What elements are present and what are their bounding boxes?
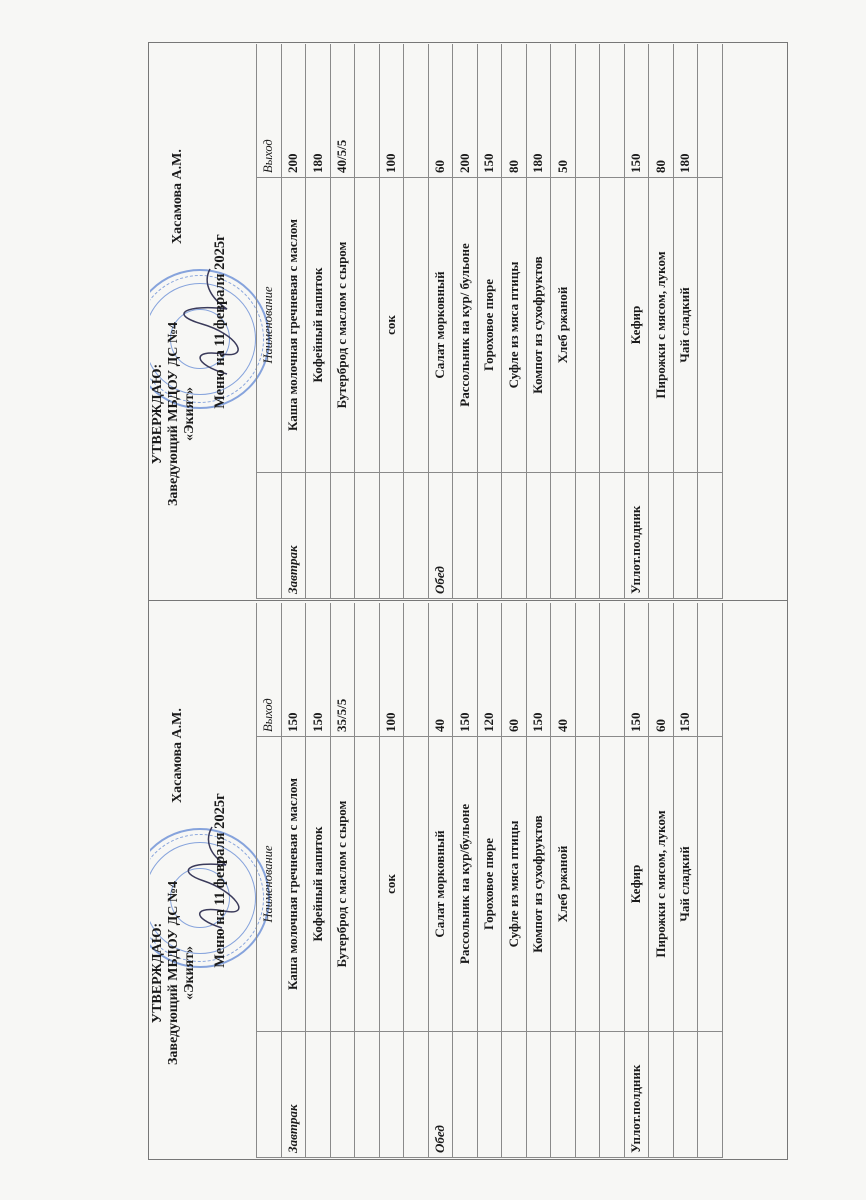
table-row (330, 603, 355, 1158)
meal-cell (551, 1032, 576, 1158)
meal-cell (575, 1032, 600, 1158)
menu-rotated-content (150, 603, 786, 1158)
table-row (281, 44, 306, 599)
meal-cell (649, 1032, 674, 1158)
meal-cell (698, 473, 723, 599)
output-cell: 180 (306, 44, 331, 178)
table-row (526, 44, 551, 599)
menu-title: Меню на 11 февраля 2025г (212, 793, 228, 968)
table-row (673, 44, 698, 599)
output-cell: 150 (673, 603, 698, 737)
output-cell: 80 (649, 44, 674, 178)
menu-page-left (150, 603, 786, 1158)
meal-cell (575, 473, 600, 599)
output-cell: 100 (379, 44, 404, 178)
output-cell: 150 (453, 603, 478, 737)
menu-page-right (150, 44, 786, 599)
dish-name-cell: Чай сладкий (673, 737, 698, 1032)
dish-name-cell: Каша молочная гречневая с маслом (281, 737, 306, 1032)
output-cell (600, 603, 625, 737)
output-cell: 60 (502, 603, 527, 737)
table-row (355, 603, 380, 1158)
dish-name-cell: Кефир (624, 178, 649, 473)
menu-table (256, 603, 723, 1158)
meal-cell (379, 473, 404, 599)
dish-name-cell: Бутерброд с маслом с сыром (330, 178, 355, 473)
output-cell: 150 (477, 44, 502, 178)
table-row (624, 603, 649, 1158)
output-cell (404, 44, 429, 178)
meal-cell (600, 473, 625, 599)
dish-name-cell: Рассольник на кур/бульоне (453, 737, 478, 1032)
header-output: Выход (257, 603, 282, 737)
dish-name-cell: Пирожки с мясом, луком (649, 737, 674, 1032)
header-meal (257, 473, 282, 599)
dish-name-cell (355, 737, 380, 1032)
table-row (355, 44, 380, 599)
output-cell: 100 (379, 603, 404, 737)
meal-cell: Завтрак (281, 473, 306, 599)
table-row (575, 44, 600, 599)
dish-name-cell (600, 178, 625, 473)
table-row (551, 603, 576, 1158)
output-cell: 35/5/5 (330, 603, 355, 737)
output-cell (355, 603, 380, 737)
dish-name-cell: Салат морковный (428, 737, 453, 1032)
approve-position: Заведующий МБДОУ ДС №4 (166, 322, 181, 506)
output-cell: 150 (624, 44, 649, 178)
approve-label: УТВЕРЖДАЮ: (150, 363, 165, 465)
dish-name-cell: Суфле из мяса птицы (502, 178, 527, 473)
table-row (502, 603, 527, 1158)
output-cell: 80 (502, 44, 527, 178)
dish-name-cell (698, 178, 723, 473)
output-cell: 180 (673, 44, 698, 178)
table-row (575, 603, 600, 1158)
output-cell: 150 (624, 603, 649, 737)
output-cell: 150 (281, 603, 306, 737)
meal-cell (330, 473, 355, 599)
dish-name-cell (355, 178, 380, 473)
meal-cell (477, 1032, 502, 1158)
approve-org: «Экият» (182, 945, 197, 1001)
meal-cell (698, 1032, 723, 1158)
approve-label: УТВЕРЖДАЮ: (150, 922, 165, 1024)
meal-cell (502, 473, 527, 599)
output-cell: 60 (649, 603, 674, 737)
page-divider (148, 600, 788, 601)
table-row (551, 44, 576, 599)
output-cell (600, 44, 625, 178)
dish-name-cell: сок (379, 737, 404, 1032)
meal-cell (649, 473, 674, 599)
output-cell (404, 603, 429, 737)
meal-cell (453, 1032, 478, 1158)
table-row (600, 44, 625, 599)
dish-name-cell: Гороховое пюре (477, 737, 502, 1032)
header-name: Наименование (257, 737, 282, 1032)
menu-title: Меню на 11 февраля 2025г (212, 234, 228, 409)
output-cell (698, 44, 723, 178)
output-cell: 150 (526, 603, 551, 737)
table-row (477, 603, 502, 1158)
dish-name-cell: Чай сладкий (673, 178, 698, 473)
output-cell: 200 (281, 44, 306, 178)
output-cell (575, 603, 600, 737)
table-row (379, 603, 404, 1158)
meal-cell (355, 1032, 380, 1158)
dish-name-cell (404, 178, 429, 473)
table-row (428, 44, 453, 599)
meal-cell: Завтрак (281, 1032, 306, 1158)
table-row (330, 44, 355, 599)
dish-name-cell: Компот из сухофруктов (526, 737, 551, 1032)
meal-cell (355, 473, 380, 599)
output-cell: 150 (306, 603, 331, 737)
header-meal (257, 1032, 282, 1158)
table-row (453, 44, 478, 599)
meal-cell (404, 1032, 429, 1158)
table-row (624, 44, 649, 599)
dish-name-cell: Гороховое пюре (477, 178, 502, 473)
meal-cell (404, 473, 429, 599)
menu-rotated-content (150, 44, 786, 599)
menu-table (256, 44, 723, 599)
dish-name-cell (575, 737, 600, 1032)
table-row (649, 44, 674, 599)
table-row (600, 603, 625, 1158)
output-cell: 180 (526, 44, 551, 178)
signer-name: Хасамова А.М. (170, 708, 185, 803)
header-output: Выход (257, 44, 282, 178)
dish-name-cell: Пирожки с мясом, луком (649, 178, 674, 473)
menu-header (150, 603, 248, 1158)
meal-cell (379, 1032, 404, 1158)
output-cell (355, 44, 380, 178)
meal-cell (306, 473, 331, 599)
dish-name-cell: Хлеб ржаной (551, 737, 576, 1032)
table-row (306, 44, 331, 599)
table-header-row (257, 44, 282, 599)
table-row (453, 603, 478, 1158)
table-row (477, 44, 502, 599)
table-row (404, 603, 429, 1158)
table-row (673, 603, 698, 1158)
dish-name-cell (600, 737, 625, 1032)
meal-cell (306, 1032, 331, 1158)
table-row (404, 44, 429, 599)
dish-name-cell: сок (379, 178, 404, 473)
table-header-row (257, 603, 282, 1158)
output-cell (698, 603, 723, 737)
meal-cell (526, 1032, 551, 1158)
dish-name-cell: Рассольник на кур/ бульоне (453, 178, 478, 473)
output-cell: 200 (453, 44, 478, 178)
dish-name-cell: Суфле из мяса птицы (502, 737, 527, 1032)
approval-block (150, 304, 198, 524)
meal-cell (551, 473, 576, 599)
meal-cell: Обед (428, 473, 453, 599)
table-row (698, 603, 723, 1158)
dish-name-cell (404, 737, 429, 1032)
table-row (281, 603, 306, 1158)
meal-cell: Обед (428, 1032, 453, 1158)
dish-name-cell: Кефир (624, 737, 649, 1032)
approve-position: Заведующий МБДОУ ДС №4 (166, 881, 181, 1065)
output-cell: 120 (477, 603, 502, 737)
dish-name-cell: Кофейный напиток (306, 178, 331, 473)
table-row (649, 603, 674, 1158)
header-name: Наименование (257, 178, 282, 473)
table-row (698, 44, 723, 599)
meal-cell: Уплот.полдник (624, 473, 649, 599)
output-cell: 40/5/5 (330, 44, 355, 178)
dish-name-cell: Каша молочная гречневая с маслом (281, 178, 306, 473)
output-cell: 60 (428, 44, 453, 178)
dish-name-cell: Хлеб ржаной (551, 178, 576, 473)
output-cell: 50 (551, 44, 576, 178)
meal-cell (600, 1032, 625, 1158)
meal-cell (526, 473, 551, 599)
signer-name: Хасамова А.М. (170, 149, 185, 244)
dish-name-cell: Салат морковный (428, 178, 453, 473)
menu-header (150, 44, 248, 599)
table-row (502, 44, 527, 599)
meal-cell (502, 1032, 527, 1158)
table-row (306, 603, 331, 1158)
meal-cell (330, 1032, 355, 1158)
meal-cell (477, 473, 502, 599)
table-row (379, 44, 404, 599)
approval-block (150, 863, 198, 1083)
output-cell: 40 (428, 603, 453, 737)
dish-name-cell: Компот из сухофруктов (526, 178, 551, 473)
dish-name-cell: Бутерброд с маслом с сыром (330, 737, 355, 1032)
meal-cell (673, 1032, 698, 1158)
output-cell (575, 44, 600, 178)
table-row (526, 603, 551, 1158)
meal-cell (453, 473, 478, 599)
meal-cell (673, 473, 698, 599)
dish-name-cell (575, 178, 600, 473)
output-cell: 40 (551, 603, 576, 737)
approve-org: «Экият» (182, 386, 197, 442)
dish-name-cell (698, 737, 723, 1032)
dish-name-cell: Кофейный напиток (306, 737, 331, 1032)
table-row (428, 603, 453, 1158)
meal-cell: Уплот.полдник (624, 1032, 649, 1158)
